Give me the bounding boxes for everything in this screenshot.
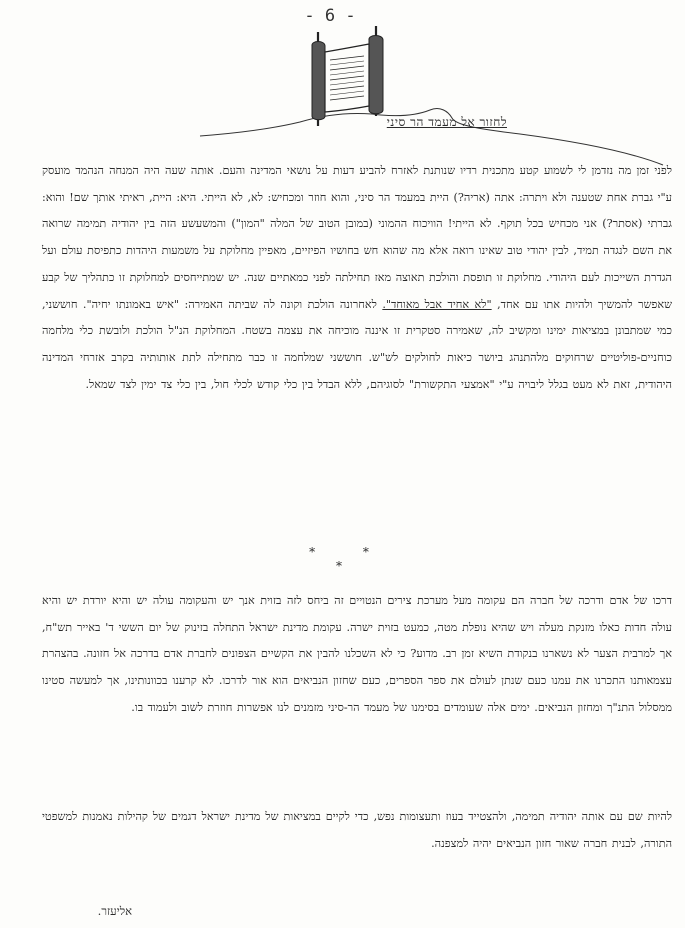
section-separator: * * * (309, 545, 391, 573)
torah-scroll-hill-illustration (0, 0, 685, 170)
page-number: - 6 - (304, 6, 356, 26)
section-title: לחזור אל מעמד הר סיני (386, 115, 507, 129)
paragraph-3-text: להיות שם עם אותה יהודיה תמימה, ולהצטייד בעוז ותעצומות נפש, כדי לקיים במציאות של מדינת ישראל דגמים של קהילות נאמנות למשפטי התורה, לבנית חברה שאור חזון הנביאים יהיה למצפנה. (42, 810, 672, 850)
quote-underlined: "לא אחיד אבל מאוחד". (382, 297, 492, 311)
paragraph-1-text-b: לאחרונה הולכת וקונה לה שביתה האמירה: "איש באמונתו יחיה". חוששני, כמי שמתבונן במציאות ימינו ומקשיב לה, שאמירה סטקרית זו איננה מוכיחה את עצמה בשטח. המחלוקת הנ"ל הולכת ולובשת כלי מלחמה כוחניים-פוליטיים שרחוקים מלהתנהג ביושר כיאות לחולקים לש"ש. חוששני שמלחמה זו כבר מתחילה לתת אותותיה בקרב אזרחי המדינה היהודית, זאת לא מעט בגלל ליבויה ע"י "אמצעי התקשורת" לסוגיהם, ללא הבדל בין כלי קודש לכלי חול, בין כלי צד ימין לצד שמאל. (42, 297, 672, 391)
paragraph-2-text: דרכו של אדם ודרכה של חברה הם עקומה מעל מערכת צירים הנטויים זה ביחס לזה בזוית אנך יש והעקומה עולה יש והיא יורדת יש והיא עולה חדות כאלו מזנקת מעלה ויש שהיא נופלת מטה, כמעט בזוית ישרה. עקומת מדינת ישראל התחלה בזינוק של יום הששי ד' באייר תש"ח, אך למרבית הצער לא נשארנו בנקודת השיא זמן רב. מדוע? כי לא השכלנו להבין את הקשיים הצפונים לחברת אדם בדרכה אל חזונה. בהצהרת עצמאותנו התכרנו את עמנו כעם שנתן לעולם את ספר הספרים, כעם שחזון הנביאים הוא אור לדרכו. לא קרענו בכוונותינו, אך למעשה סטינו ממסלול התנ"ך ומחזון הנביאים. ימים אלה שעומדים בסימנו של מעמד הר-סיני מזמנים לנו אפשרות חוזרת לשוב ולעמוד בו. (42, 594, 672, 714)
signature: אליעזר. (97, 904, 132, 918)
paragraph-1-text-a: לפני זמן מה נזדמן לי לשמוע קטע מתכנית רדיו שנותנת לאזרח להביע דעות על נושאי המדינה והעם. אותה שעה היה המנחה הנהמד מועסק ע"י גברת אחת שטענה ולא ויתרה: אתה (אריה?) היית במעמד הר סיני, והוא חוזר ומכחיש: לא, לא הייתי. היא: היית, ראיתי אותך שם! והוא: גברתי (אסתר?) אני מכחיש בכל תוקף. לא הייתי! הוויכוח ההמוני (במובן הטוב של המלה "המון") והמשעשע הזה בין יהודיה תמימה שרואה את השם לנגדה תמיד, לבין יהודי טוב שאינו רואה אלא מה שהוא חש בחושיו הפיזיים, מאפיין מחלוקת על משמעות היהדות כתפיסת עולם ועל הגדרת השייכות לעם היהודי. מחלוקת זו תופסת והולכת תאוצה מאז תחילתה לפני כמאתיים שנה. יש שמתייחסים למחלוקת זו כתהליך של קבע שאפשר להמשיך ולהיות אתו עם אחד, (42, 164, 672, 311)
paragraph-curve-of-state (42, 588, 672, 722)
torah-scroll-icon (312, 26, 383, 126)
paragraph-radio-debate (42, 158, 672, 398)
paragraph-conclusion (42, 804, 672, 857)
